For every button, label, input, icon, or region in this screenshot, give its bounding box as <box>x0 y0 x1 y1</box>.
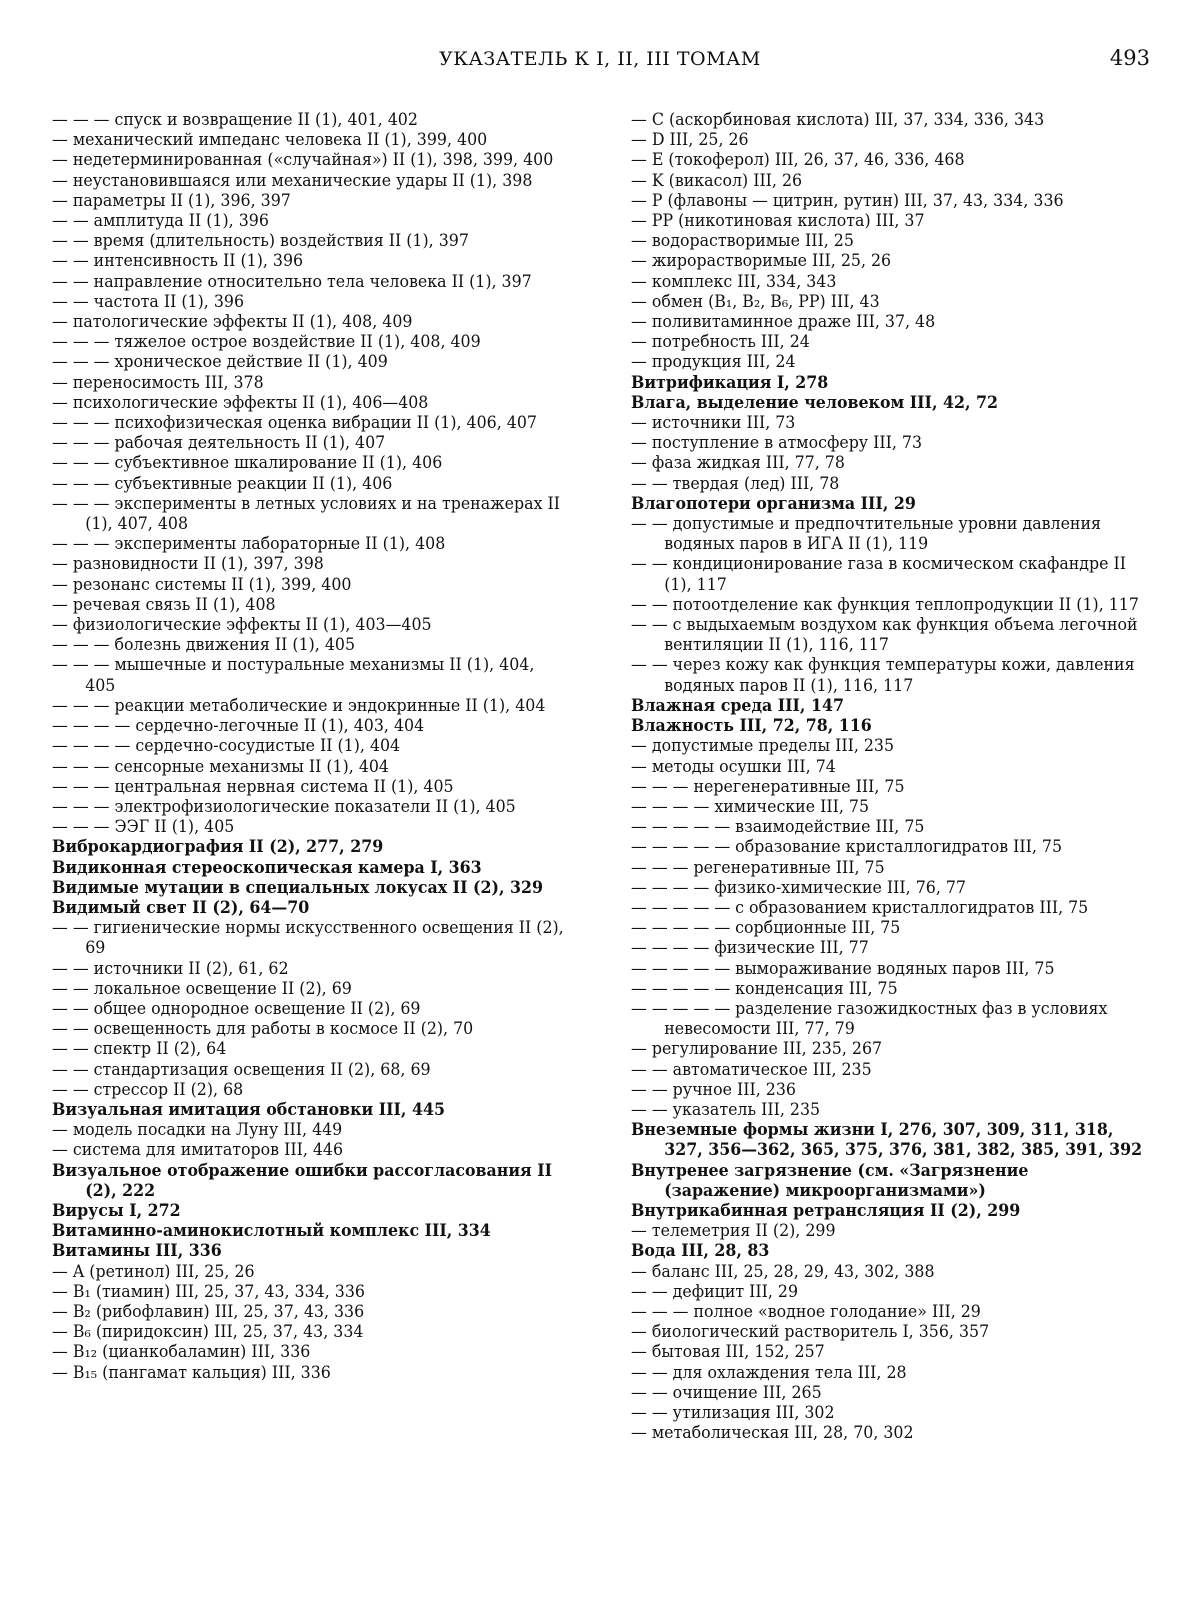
index-heading-entry: Внутренее загрязнение (см. «Загрязнение (заражение) микроорганизмами») <box>631 1160 1029 1201</box>
index-subentry: — биологический растворитель I, 356, 357 <box>631 1322 990 1343</box>
index-subentry: — — дефицит III, 29 <box>631 1281 799 1302</box>
index-subentry: — E (токоферол) III, 26, 37, 46, 336, 468 <box>631 150 965 171</box>
index-subentry: — — твердая (лед) III, 78 <box>631 473 840 494</box>
running-header <box>0 48 1200 82</box>
index-subentry: — — — реакции метаболические и эндокринные II (1), 404 <box>52 695 546 716</box>
index-subentry: — — время (длительность) воздействия II (1), 397 <box>52 231 469 252</box>
index-subentry: — — допустимые и предпочтительные уровни давления водяных паров в ИГА II (1), 119 <box>631 514 1101 555</box>
index-subentry: — метаболическая III, 28, 70, 302 <box>631 1423 914 1444</box>
index-subentry: — поливитаминное драже III, 37, 48 <box>631 312 936 333</box>
index-heading-entry: Витрификация I, 278 <box>631 372 829 393</box>
index-subentry: — неустановившаяся или механические удары II (1), 398 <box>52 170 533 191</box>
index-subentry: — P (флавоны — цитрин, рутин) III, 37, 43, 334, 336 <box>631 190 1064 211</box>
index-subentry: — — стрессор II (2), 68 <box>52 1079 244 1100</box>
index-subentry: — — источники II (2), 61, 62 <box>52 958 289 979</box>
index-heading-entry: Влажность III, 72, 78, 116 <box>631 716 872 737</box>
index-subentry: — бытовая III, 152, 257 <box>631 1342 825 1363</box>
index-subentry: — — спектр II (2), 64 <box>52 1039 227 1060</box>
index-subentry: — — — спуск и возвращение II (1), 401, 402 <box>52 110 418 130</box>
index-subentry: — продукция III, 24 <box>631 352 796 373</box>
index-subentry: — — — — сердечно-легочные II (1), 403, 404 <box>52 716 425 737</box>
index-subentry: — — с выдыхаемым воздухом как функция объема легочной вентиляции II (1), 116, 117 <box>631 615 1138 656</box>
index-subentry: — комплекс III, 334, 343 <box>631 271 837 292</box>
index-subentry: — B₆ (пиридоксин) III, 25, 37, 43, 334 <box>52 1322 364 1343</box>
index-subentry: — — через кожу как функция температуры кожи, давления водяных паров II (1), 116, 117 <box>631 655 1135 696</box>
index-subentry: — — — мышечные и постуральные механизмы II (1), 404, 405 <box>52 655 535 696</box>
index-heading-entry: Вирусы I, 272 <box>52 1200 181 1221</box>
index-subentry: — K (викасол) III, 26 <box>631 170 803 191</box>
index-heading-entry: Внутрикабинная ретрансляция II (2), 299 <box>631 1200 1021 1221</box>
index-column-right <box>631 110 1145 1443</box>
index-subentry: — фаза жидкая III, 77, 78 <box>631 453 845 474</box>
index-subentry: — — — субъективное шкалирование II (1), 406 <box>52 453 443 474</box>
index-subentry: — поступление в атмосферу III, 73 <box>631 433 923 454</box>
index-subentry: — параметры II (1), 396, 397 <box>52 190 291 211</box>
index-subentry: — — освещенность для работы в космосе II (2), 70 <box>52 1019 474 1040</box>
index-subentry: — — — ЭЭГ II (1), 405 <box>52 817 235 838</box>
index-subentry: — B₁₅ (пангамат кальция) III, 336 <box>52 1362 331 1383</box>
index-subentry: — — для охлаждения тела III, 28 <box>631 1362 907 1383</box>
index-heading-entry: Видиконная стереоскопическая камера I, 363 <box>52 857 482 878</box>
index-subentry: — переносимость III, 378 <box>52 372 264 393</box>
index-subentry: — C (аскорбиновая кислота) III, 37, 334, 336, 343 <box>631 110 1045 130</box>
index-subentry: — жирорастворимые III, 25, 26 <box>631 251 892 272</box>
index-subentry: — потребность III, 24 <box>631 332 810 353</box>
index-subentry: — механический импеданс человека II (1), 399, 400 <box>52 130 488 151</box>
index-subentry: — — потоотделение как функция теплопродукции II (1), 117 <box>631 594 1139 615</box>
index-subentry: — — — — — сорбционные III, 75 <box>631 918 901 939</box>
page-number: 493 <box>1109 46 1150 70</box>
index-subentry: — D III, 25, 26 <box>631 130 749 151</box>
index-heading-entry: Влага, выделение человеком III, 42, 72 <box>631 392 998 413</box>
index-subentry: — — — полное «водное голодание» III, 29 <box>631 1301 981 1322</box>
index-subentry: — — очищение III, 265 <box>631 1382 822 1403</box>
index-heading-entry: Вода III, 28, 83 <box>631 1241 770 1262</box>
index-heading-entry: Влажная среда III, 147 <box>631 695 844 716</box>
index-subentry: — — — — — разделение газожидкостных фаз в условиях невесомости III, 77, 79 <box>631 998 1108 1040</box>
index-subentry: — — — регенеративные III, 75 <box>631 857 885 878</box>
index-subentry: — — — центральная нервная система II (1), 405 <box>52 776 454 797</box>
index-subentry: — резонанс системы II (1), 399, 400 <box>52 574 352 595</box>
index-subentry: — баланс III, 25, 28, 29, 43, 302, 388 <box>631 1261 935 1282</box>
index-column-left <box>52 110 566 1383</box>
index-heading-entry: Витамины III, 336 <box>52 1241 222 1262</box>
index-subentry: — речевая связь II (1), 408 <box>52 594 276 615</box>
index-subentry: — — — нерегенеративные III, 75 <box>631 776 905 797</box>
index-subentry: — — гигиенические нормы искусственного освещения II (2), 69 <box>52 918 564 959</box>
index-subentry: — B₂ (рибофлавин) III, 25, 37, 43, 336 <box>52 1301 365 1322</box>
index-subentry: — регулирование III, 235, 267 <box>631 1039 883 1060</box>
index-subentry: — — амплитуда II (1), 396 <box>52 211 269 232</box>
index-subentry: — допустимые пределы III, 235 <box>631 736 895 757</box>
index-subentry: — методы осушки III, 74 <box>631 756 836 777</box>
index-subentry: — — направление относительно тела человека II (1), 397 <box>52 271 532 292</box>
index-subentry: — A (ретинол) III, 25, 26 <box>52 1261 255 1282</box>
index-subentry: — — — — — вымораживание водяных паров III, 75 <box>631 958 1055 979</box>
index-subentry: — — — электрофизиологические показатели II (1), 405 <box>52 796 516 817</box>
index-subentry: — — — тяжелое острое воздействие II (1), 408, 409 <box>52 332 481 353</box>
index-subentry: — — — — физико-химические III, 76, 77 <box>631 877 966 898</box>
index-heading-entry: Визуальное отображение ошибки рассогласования II (2), 222 <box>52 1160 553 1201</box>
index-subentry: — психологические эффекты II (1), 406—408 <box>52 392 429 413</box>
index-subentry: — — указатель III, 235 <box>631 1099 821 1120</box>
index-subentry: — — ручное III, 236 <box>631 1079 796 1100</box>
index-subentry: — патологические эффекты II (1), 408, 409 <box>52 312 413 333</box>
index-subentry: — — — — — конденсация III, 75 <box>631 978 898 999</box>
index-subentry: — источники III, 73 <box>631 413 796 434</box>
index-subentry: — B₁ (тиамин) III, 25, 37, 43, 334, 336 <box>52 1281 365 1302</box>
index-subentry: — — кондиционирование газа в космическом скафандре II (1), 117 <box>631 554 1127 595</box>
index-subentry: — — — — — взаимодействие III, 75 <box>631 817 925 838</box>
header-title: УКАЗАТЕЛЬ К I, II, III ТОМАМ <box>439 48 761 70</box>
index-heading-entry: Внеземные формы жизни I, 276, 307, 309, 311, 318, 327, 356—362, 365, 375, 376, 381, 382, 385, 391, 392 <box>631 1120 1143 1161</box>
index-subentry: — — интенсивность II (1), 396 <box>52 251 304 272</box>
index-subentry: — физиологические эффекты II (1), 403—405 <box>52 615 432 636</box>
index-subentry: — — — сенсорные механизмы II (1), 404 <box>52 756 389 777</box>
index-subentry: — — — — физические III, 77 <box>631 938 869 959</box>
index-heading-entry: Влагопотери организма III, 29 <box>631 493 916 514</box>
index-subentry: — — стандартизация освещения II (2), 68, 69 <box>52 1059 431 1080</box>
index-subentry: — обмен (B₁, B₂, B₆, PP) III, 43 <box>631 291 880 312</box>
index-subentry: — — — хроническое действие II (1), 409 <box>52 352 388 373</box>
index-subentry: — — локальное освещение II (2), 69 <box>52 978 352 999</box>
index-subentry: — недетерминированная («случайная») II (1), 398, 399, 400 <box>52 150 554 171</box>
index-subentry: — — — — — с образованием кристаллогидратов III, 75 <box>631 897 1089 918</box>
index-subentry: — — — психофизическая оценка вибрации II (1), 406, 407 <box>52 413 537 434</box>
index-subentry: — — утилизация III, 302 <box>631 1403 835 1423</box>
index-subentry: — — автоматическое III, 235 <box>631 1059 872 1080</box>
index-subentry: — — — рабочая деятельность II (1), 407 <box>52 433 386 454</box>
index-subentry: — — частота II (1), 396 <box>52 291 245 312</box>
index-subentry: — — — болезнь движения II (1), 405 <box>52 635 356 656</box>
index-subentry: — разновидности II (1), 397, 398 <box>52 554 324 575</box>
index-subentry: — модель посадки на Луну III, 449 <box>52 1120 343 1141</box>
index-heading-entry: Визуальная имитация обстановки III, 445 <box>52 1099 445 1120</box>
index-subentry: — — — субъективные реакции II (1), 406 <box>52 473 393 494</box>
index-subentry: — — — эксперименты в летных условиях и на тренажерах II (1), 407, 408 <box>52 493 561 535</box>
index-subentry: — система для имитаторов III, 446 <box>52 1140 344 1161</box>
index-heading-entry: Видимый свет II (2), 64—70 <box>52 897 310 918</box>
index-heading-entry: Виброкардиография II (2), 277, 279 <box>52 837 384 858</box>
index-heading-entry: Видимые мутации в специальных локусах II (2), 329 <box>52 877 543 898</box>
index-subentry: — водорастворимые III, 25 <box>631 231 854 252</box>
index-subentry: — — — — сердечно-сосудистые II (1), 404 <box>52 736 401 757</box>
index-subentry: — — — — — образование кристаллогидратов III, 75 <box>631 837 1063 858</box>
index-subentry: — B₁₂ (цианкобаламин) III, 336 <box>52 1342 311 1363</box>
index-subentry: — телеметрия II (2), 299 <box>631 1221 836 1242</box>
index-subentry: — PP (никотиновая кислота) III, 37 <box>631 211 925 232</box>
index-subentry: — — — — химические III, 75 <box>631 796 870 817</box>
index-subentry: — — — эксперименты лабораторные II (1), 408 <box>52 534 446 555</box>
index-subentry: — — общее однородное освещение II (2), 69 <box>52 998 421 1019</box>
index-heading-entry: Витаминно-аминокислотный комплекс III, 334 <box>52 1221 491 1242</box>
